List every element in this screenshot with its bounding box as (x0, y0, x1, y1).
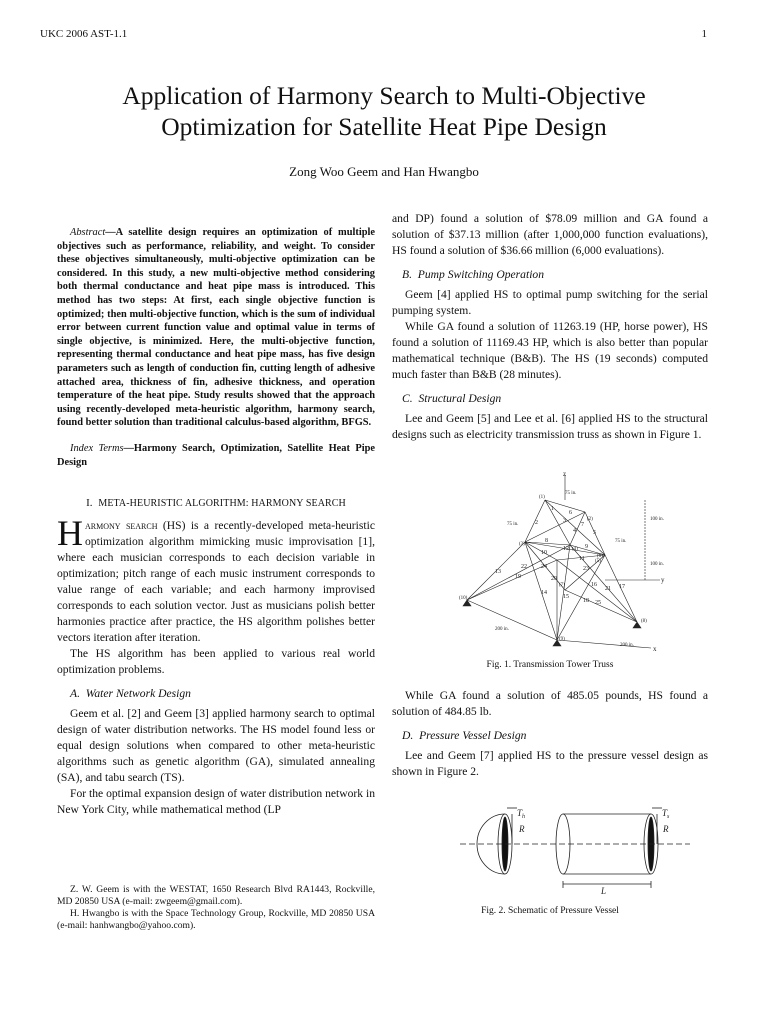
node-label: (4) (572, 547, 578, 552)
length-label: L (601, 886, 607, 896)
index-terms (57, 442, 375, 469)
radius-label-shell: R (663, 824, 669, 834)
member-label: 15 (563, 594, 569, 600)
footnotes (57, 884, 375, 932)
footnote-2: H. Hwangbo is with the Space Technology Group, Rockville, MD 20850 USA (e-mail: hanhwangbo@yahoo.com). (57, 908, 375, 931)
subsection-c-label: C. (402, 392, 413, 405)
small-caps-lead: armony search (85, 519, 158, 533)
subsection-d-title: Pressure Vessel Design (419, 729, 527, 742)
figure-2-caption: Fig. 2. Schematic of Pressure Vessel (481, 906, 619, 916)
thickness-label-shell: $T_s$ (662, 808, 670, 820)
member-label: 10 (541, 550, 547, 556)
abstract-text: —A satellite design requires an optimization of multiple objectives such as performance, reliability, and weight. To consider these objectives simultaneously, multi-objective optimization can be considered. In this study, a new multi-objective method considering both thermal conductance and heat pipe mass is introduced. This method has two steps: At first, each single objective function is optimized; then multi-objective function, which is the sum of individual error between current function value and optimal value in terms of single objective, is minimized. Here, the multi-objective function, representing thermal conductance and heat pipe mass, has five design parameters such as length of conduction fin, cutting length of adhesive attached area, thickness of fin, adhesive thickness, and operation temperature of the heat pipe. Study results showed that the approach using recently-developed meta-heuristic algorithm, harmony search, found better solution than traditional calculus-based algorithm, BFGS. (57, 227, 375, 429)
member-label: 3 (563, 518, 566, 524)
ground-line (467, 600, 557, 640)
member-label: 12 (563, 546, 569, 552)
member-label: 8 (545, 538, 548, 544)
pressure-vessel-figure (455, 796, 695, 896)
subsection-a-paragraph-1: Geem et al. [2] and Geem [3] applied harmony search to optimal design of water distribution networks. The HS model found less or equal design solutions when compared to other meta-heuristic algorithms such as genetic algorithm (GA), simulated annealing (SA), and tabu search (TS). (57, 707, 375, 785)
member-label: 14 (541, 590, 547, 596)
member-label: 24 (541, 564, 547, 570)
node-label: (7) (559, 583, 565, 588)
abstract (57, 226, 375, 430)
dimension-label: 75 in. (507, 522, 519, 527)
node-label: (6) (597, 554, 603, 559)
subsection-b-paragraph-2: While GA found a solution of 11263.19 (HP, horse power), HS found a solution of 11169.43 HP, which is also better than popular mathematical technique (B&B). The HS (19 seconds) computed much faster than B&B (28 minutes). (392, 320, 708, 381)
member-label: 18 (583, 598, 589, 604)
abstract-label: Abstract (70, 227, 106, 238)
member-label: 1 (551, 506, 554, 512)
member-label: 19 (515, 574, 521, 580)
section-numeral: I. (86, 497, 93, 510)
index-terms-text: —Harmony Search, Optimization, Satellite Heat Pipe Design (57, 442, 375, 468)
node-label: (10) (459, 596, 468, 601)
section1-paragraph-1 (57, 513, 375, 646)
left-column (57, 226, 375, 818)
truss-members (467, 500, 637, 640)
member-label: 17 (619, 584, 625, 590)
dimension-label: 75 in. (565, 491, 577, 496)
subsection-b-title: Pump Switching Operation (417, 268, 545, 281)
member-label: 21 (605, 586, 611, 592)
subsection-a-label: A. (70, 687, 80, 701)
subsection-a-title: Water Network Design (85, 687, 191, 701)
node-label: (9) (559, 637, 565, 642)
node-label: (3) (519, 542, 525, 547)
right-column-lower (392, 688, 708, 780)
subsection-a-paragraph-2: For the optimal expansion design of water distribution network in New York City, while mathematical method (LP (57, 787, 375, 817)
node-label: (5) (595, 559, 601, 564)
thickness-label-head: $T_h$ (517, 808, 526, 820)
subsection-d-label: D. (402, 729, 414, 742)
member-label: 5 (593, 530, 596, 536)
subsection-d-heading (392, 728, 708, 744)
dimension-label: 100 in. (650, 562, 664, 567)
member-label: 4 (573, 528, 576, 534)
continued-paragraph: and DP) found a solution of $78.09 million and GA found a solution of $37.13 million (after 1,000,000 function evaluations), HS found a solution of $36.66 million (6,000 evaluations). (392, 212, 708, 257)
footnote-1: Z. W. Geem is with the WESTAT, 1650 Research Blvd RA1443, Rockville, MD 20850 USA (e-mail: zwgeem@gmail.com). (57, 884, 375, 907)
node-label: (8) (641, 619, 647, 624)
after-figure-1-paragraph: While GA found a solution of 485.05 pounds, HS found a solution of 484.85 lb. (392, 689, 708, 718)
subsection-d-paragraph-1: Lee and Geem [7] applied HS to the pressure vessel design as shown in Figure 2. (392, 749, 708, 778)
right-column (392, 211, 708, 443)
member-label: 7 (581, 522, 584, 528)
node-label: (2) (587, 517, 593, 522)
member-label: 6 (569, 510, 572, 516)
x-axis (557, 640, 651, 648)
subsection-b-paragraph-1: Geem [4] applied HS to optimal pump switching for the serial pumping system. (392, 288, 708, 317)
transmission-tower-figure (455, 470, 675, 656)
figure-1-caption: Fig. 1. Transmission Tower Truss (486, 660, 614, 670)
index-terms-label: Index Terms (70, 442, 124, 454)
member-label: 11 (579, 556, 585, 562)
member-label: 13 (495, 569, 501, 575)
member-label: 16 (591, 582, 597, 588)
axis-label-y: y (661, 576, 665, 584)
dimension-label: 200 in. (495, 627, 509, 632)
member-label: 23 (583, 566, 589, 572)
section1-p1-text: (HS) is a recently-developed meta-heuristic optimization algorithm mimicking music improvisation [1], where each musician corresponds to each decision variable in optimization; pitch range of each music instrument corresponds to value range of each variable; and each harmony improvised corresponds to each solution vector. Just as musicians polish better harmonies practice after practice, the HS algorithm polishes better vectors iteration after iteration. (57, 519, 375, 645)
subsection-c-paragraph-1: Lee and Geem [5] and Lee et al. [6] applied HS to the structural designs such as electricity transmission truss as shown in Figure 1. (392, 412, 708, 441)
authors: Zong Woo Geem and Han Hwangbo (289, 164, 479, 179)
support-node-8 (633, 622, 641, 628)
subsection-c-title: Structural Design (418, 392, 502, 405)
dimension-label: 200 in. (620, 643, 634, 648)
axis-label-z: z (563, 470, 567, 478)
title-line-2: Optimization for Satellite Heat Pipe Design (161, 112, 607, 141)
member-label: 2 (535, 520, 538, 526)
subsection-b-heading (392, 267, 708, 283)
section-title: META-HEURISTIC ALGORITHM: HARMONY SEARCH (98, 498, 346, 510)
member-label: 20 (551, 576, 557, 582)
title-line-1: Application of Harmony Search to Multi-Objective (122, 81, 646, 110)
dimension-label: 75 in. (615, 539, 627, 544)
dimension-label: 100 in. (650, 517, 664, 522)
member-label: 25 (595, 600, 601, 606)
section-heading (57, 495, 375, 512)
axis-label-x: x (653, 645, 657, 653)
paper-title (40, 80, 728, 142)
section1-paragraph-2: The HS algorithm has been applied to various real world optimization problems. (57, 647, 375, 677)
member-label: 9 (585, 544, 588, 550)
subsection-b-label: B. (402, 268, 412, 281)
running-header: UKC 2006 AST-1.1 (40, 28, 128, 40)
node-label: (1) (539, 495, 545, 500)
radius-label-head: R (519, 824, 525, 834)
drop-cap: H (57, 513, 83, 554)
subsection-c-heading (392, 391, 708, 407)
page-number: 1 (701, 28, 707, 40)
member-label: 22 (521, 564, 527, 570)
subsection-a-heading (57, 686, 375, 702)
